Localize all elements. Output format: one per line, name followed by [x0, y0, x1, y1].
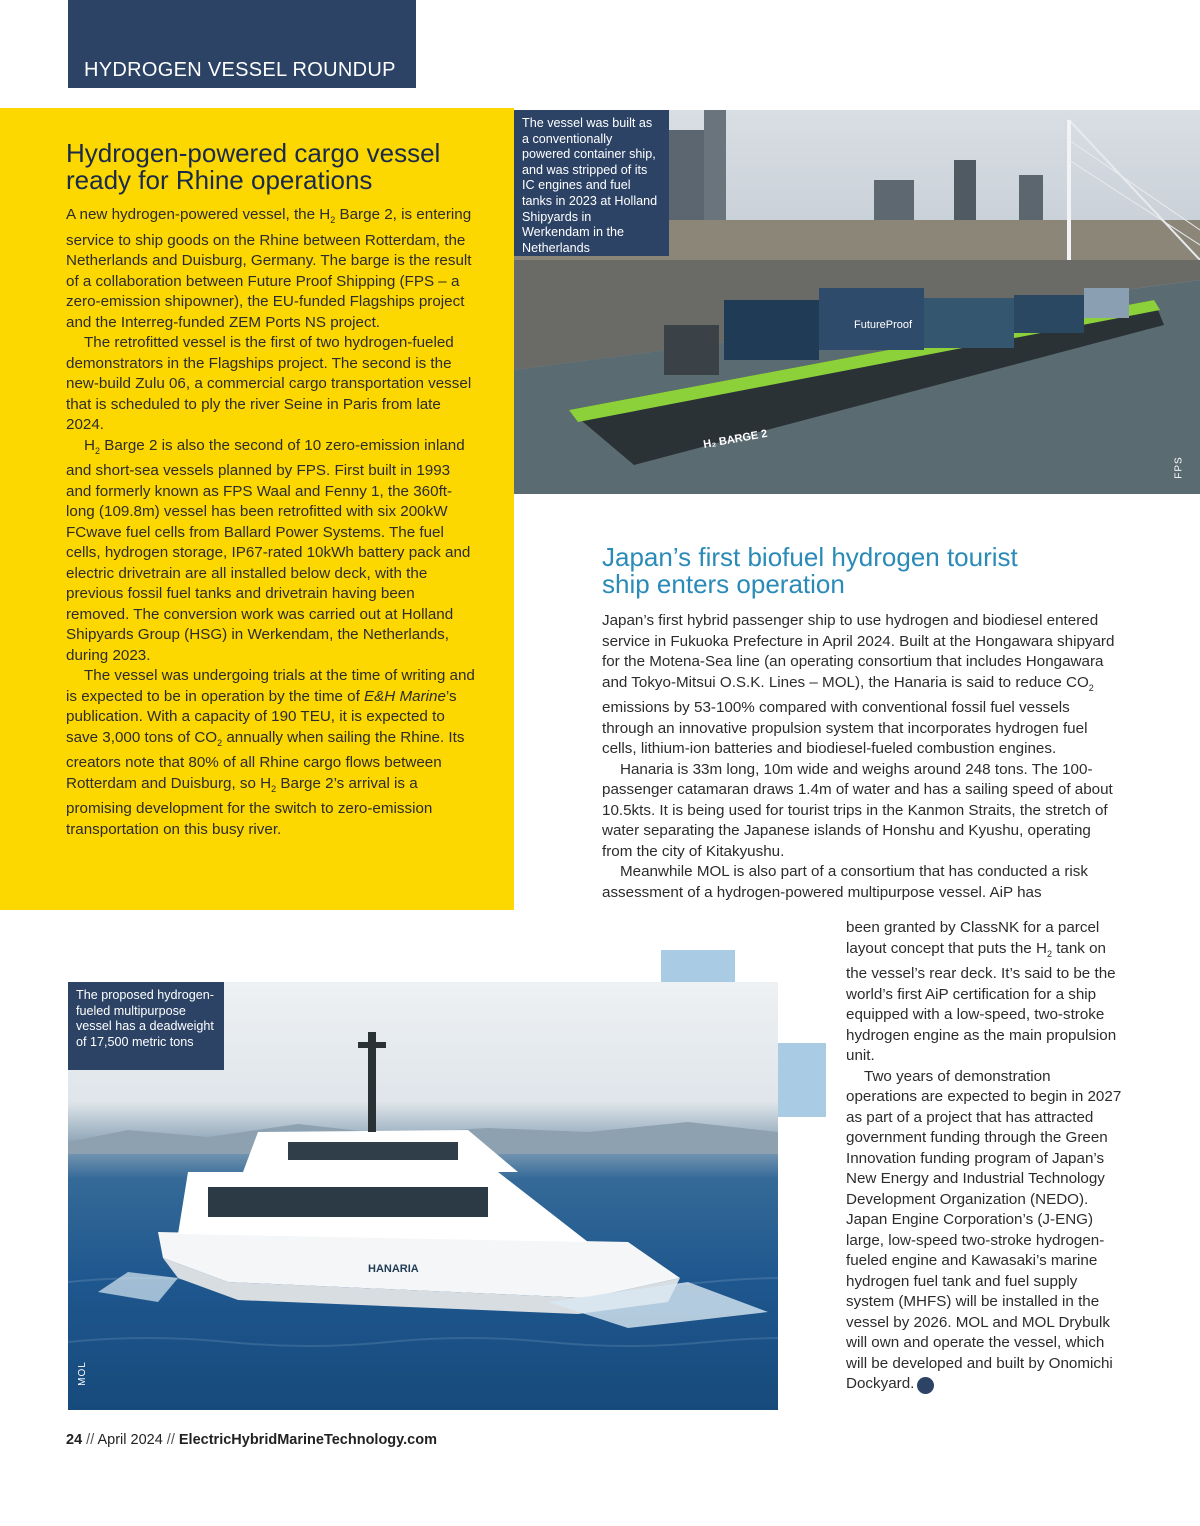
article2-paragraph: Hanaria is 33m long, 10m wide and weighs around 248 tons. The 100-passenger catamaran draws 1.4m of water and has a sailing speed of about 10.5kts. It is being used for tourist trips in the Kanmon Straits, the stretch of water separating the Japanese islands of Honshu and Kyushu, operating from the city of Kitakyushu.: [602, 760, 1113, 860]
article2-paragraph: Two years of demonstration operations are expected to begin in 2027 as part of a project that has attracted government funding through the Green Innovation funding program of Japan’s New Energy and Industrial Technology Development Organization (NEDO). Japan Engine Corporation’s (J-ENG) large, low-speed two-stroke hydrogen-fueled engine and Kawasaki’s marine hydrogen fuel tank and fuel supply system (MHFS) will be installed in the vessel by 2026. MOL and MOL Drybulk will own and operate the vessel, which will be developed and built by Onomichi Dockyard. +: [846, 1067, 1122, 1395]
catamaran-hull-label: HANARIA: [368, 1263, 419, 1275]
catamaran-photo-credit: MOL: [76, 1361, 88, 1386]
article2-paragraph: Japan’s first hybrid passenger ship to use hydrogen and biodiesel entered service in Fukuoka Prefecture in April 2024. Built at the Hongawara shipyard for the Motena-Sea line (an operating consortium that includes Hongawara and Tokyo-Mitsui O.S.K. Lines – MOL), the Hanaria is said to reduce $CO_2$ emissions by 53-100% compared with conventional fossil fuel vessels through an innovative propulsion system that incorporates hydrogen fuel cells, lithium-ion batteries and biodiesel-fueled combustion engines.: [602, 612, 1115, 758]
article1-paragraph: A new hydrogen-powered vessel, the $H_2$ Barge 2, is entering service to ship goods on the Rhine between Rotterdam, the Netherlands and Duisburg, Germany. The barge is the result of a collaboration between Future Proof Shipping (FPS – a zero-emission shipowner), the EU-funded Flagships project and the Interreg-funded ZEM Ports NS project.: [66, 206, 472, 331]
article2-title: Japan’s first biofuel hydrogen tourist ship enters operation: [602, 542, 1018, 599]
website-link[interactable]: ElectricHybridMarineTechnology.com: [178, 1432, 437, 1448]
article2-body-continued: [846, 918, 1122, 1395]
barge-photo-caption: The vessel was built as a conventionally powered container ship, and was stripped of its IC engines and fuel tanks in 2023 at Holland Shipyards in Werkendam in the Netherlands: [514, 110, 669, 256]
container-label: FutureProof: [854, 319, 913, 331]
article2-body: [602, 611, 1122, 903]
article1-paragraph: The vessel was undergoing trials at the time of writing and is expected to be in operation by the time of E&H Marine’s publication. With a capacity of 190 TEU, it is expected to save 3,000 tons of $CO_2$ annually when sailing the Rhine. Its creators note that 80% of all Rhine cargo flows between Rotterdam and Duisburg, so $H_2$ Barge 2’s arrival is a promising development for the switch to zero-emission transportation on this busy river.: [66, 667, 475, 838]
barge-photo-credit: FPS: [1173, 456, 1185, 479]
article1-paragraph: The retrofitted vessel is the first of two hydrogen-fueled demonstrators in the Flagships project. The second is the new-build Zulu 06, a commercial cargo transportation vessel that is scheduled to ply the river Seine in Paris from late 2024.: [66, 334, 472, 434]
issue-date: April 2024: [97, 1432, 163, 1448]
catamaran-photo-caption: The proposed hydrogen-fueled multipurpose vessel has a deadweight of 17,500 metric tons: [68, 982, 224, 1070]
plus-circle-icon: +: [917, 1377, 934, 1394]
footer-separator: //: [82, 1432, 98, 1448]
section-header-tab: [68, 0, 416, 88]
article2-paragraph: been granted by ClassNK for a parcel layout concept that puts the $H_2$ tank on the vessel’s rear deck. It’s said to be the world’s first AiP certification for a ship equipped with a low-speed, two-stroke hydrogen engine as the main propulsion unit.: [846, 919, 1117, 1065]
article2-paragraph: Meanwhile MOL is also part of a consortium that has conducted a risk assessment of a hydrogen-powered multipurpose vessel. AiP has: [602, 863, 1088, 901]
article1-body: [66, 205, 478, 840]
article1-title: Hydrogen-powered cargo vessel ready for Rhine operations: [66, 138, 441, 195]
page-number: 24: [66, 1432, 83, 1448]
page-footer: [66, 1432, 437, 1448]
hull-label: H₂ BARGE 2: [702, 427, 769, 451]
footer-separator: //: [162, 1432, 179, 1448]
section-label: HYDROGEN VESSEL ROUNDUP: [84, 59, 396, 81]
article1-paragraph: $H_2$ Barge 2 is also the second of 10 zero-emission inland and short-sea vessels planned by FPS. First built in 1993 and formerly known as FPS Waal and Fenny 1, the 360ft-long (109.8m) vessel has been retrofitted with six 200kW FCwave fuel cells from Ballard Power Systems. The fuel cells, hydrogen storage, IP67-rated 10kWh battery pack and electric drivetrain are all installed below deck, with the previous fossil fuel tanks and drivetrain having been removed. The conversion work was carried out at Holland Shipyards Group (HSG) in Werkendam, the Netherlands, during 2023.: [66, 436, 471, 664]
